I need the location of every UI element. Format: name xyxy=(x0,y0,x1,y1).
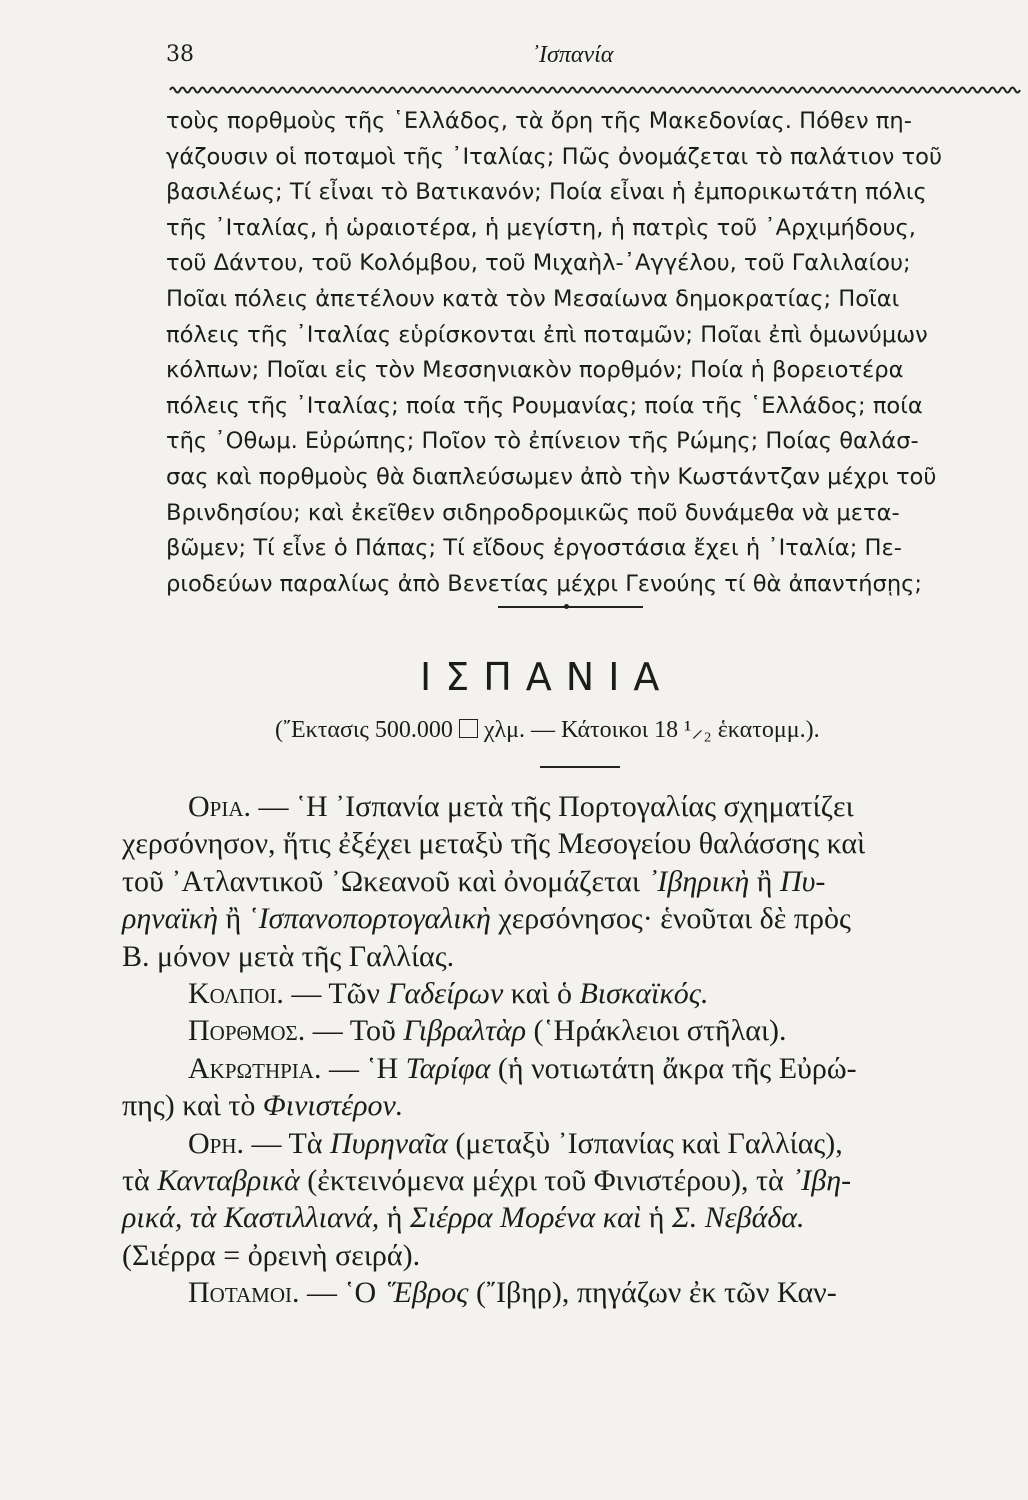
text-run: ἢ xyxy=(749,864,780,898)
oria-text: — ῾Η ᾽Ισπανία μετὰ τῆς Πορτογαλίας σχηματίζει xyxy=(251,790,854,823)
italic-term: Γαδείρων xyxy=(387,976,504,1010)
italic-term: Βισκαϊκός. xyxy=(579,976,709,1010)
text-run: (μεταξὺ ᾽Ισπανίας καὶ Γαλλίας), xyxy=(447,1126,843,1160)
text-line: βασιλέως; Τί εἶναι τὸ Βατικανόν; Ποία εἶναι ἡ ἐμπορικωτάτη πόλις xyxy=(166,179,927,206)
text-line: τοὺς πορθμοὺς τῆς ῾Ελλάδος, τὰ ὄρη τῆς Μακεδονίας. Πόθεν πη- xyxy=(166,108,912,134)
italic-term: ᾽Ιβηρικὴ xyxy=(647,864,750,898)
text-run: (῎Ιβηρ), πηγάζων ἐκ τῶν Καν- xyxy=(468,1276,837,1310)
kolpoi-label: Κολποι. xyxy=(188,976,284,1010)
page-number: 38 xyxy=(166,42,194,67)
text-line: ριοδεύων παραλίως ἀπὸ Βενετίας μέχρι Γενούης τί θὰ ἀπαντήσῃς; xyxy=(166,570,923,597)
page-header xyxy=(166,38,1025,78)
italic-term: Πυρηναῖα xyxy=(330,1126,448,1160)
text-line: Β. μόνον μετὰ τῆς Γαλλίας. xyxy=(122,939,455,973)
text-run: καὶ ὁ xyxy=(503,976,580,1010)
section-subtitle xyxy=(275,712,820,745)
text-line: σας καὶ πορθμοὺς θὰ διαπλεύσωμεν ἀπὸ τὴν Κωστάντζαν μέχρι τοῦ xyxy=(166,463,937,490)
text-run: πης) καὶ τὸ xyxy=(122,1089,263,1123)
text-line xyxy=(122,1199,1028,1236)
text-line: βῶμεν; Τί εἶνε ὁ Πάπας; Τί εἴδους ἐργοστάσια ἔχει ἡ ᾽Ιταλία; Πε- xyxy=(166,535,902,562)
text-line: τοῦ Δάντου, τοῦ Κολόμβου, τοῦ Μιχαὴλ-᾽Αγγέλου, τοῦ Γαλιλαίου; xyxy=(166,250,911,277)
oria-paragraph xyxy=(188,788,1028,825)
running-title: ᾽Ισπανία xyxy=(531,42,614,68)
text-line: τῆς ᾽Ιταλίας, ἡ ὡραιοτέρα, ἡ μεγίστη, ἡ πατρὶς τοῦ ᾽Αρχιμήδους, xyxy=(166,214,916,241)
text-run: — Τοῦ xyxy=(305,1014,404,1048)
italic-term: Σιέρρα Μορένα καὶ xyxy=(409,1201,642,1235)
separator-ornament xyxy=(498,606,643,612)
text-run: χερσόνησος· ἑνοῦται δὲ πρὸς xyxy=(490,902,851,936)
area-label: (῎Εκτασις 500.000 xyxy=(275,717,453,743)
italic-term: Πυ- xyxy=(779,864,826,898)
section-title: ΙΣΠΑΝΙΑ xyxy=(420,655,674,699)
italic-term: ῾Ισπανοπορτογαλικὴ xyxy=(248,902,491,936)
text-line: πόλεις τῆς ᾽Ιταλίας εὑρίσκονται ἐπὶ ποταμῶν; Ποῖαι ἐπὶ ὁμωνύμων xyxy=(166,321,928,348)
italic-term: Σ. Νεβάδα. xyxy=(671,1201,805,1235)
potamoi-label: Ποταμοι. xyxy=(188,1276,300,1310)
porthmos-label: Πορθμος. xyxy=(188,1014,306,1048)
text-run: — ῾Ο xyxy=(299,1276,384,1310)
square-symbol-icon xyxy=(459,719,478,738)
text-line xyxy=(122,863,1028,900)
section-body xyxy=(122,788,1028,1311)
text-line: τῆς ᾽Οθωμ. Εὐρώπης; Ποῖον τὸ ἐπίνειον τῆς Ρώμης; Ποίας θαλάσ- xyxy=(166,428,919,455)
text-run: — Τῶν xyxy=(283,976,388,1010)
italic-term: Ταρίφα xyxy=(405,1051,491,1085)
text-run: (ἐκτεινόμενα μέχρι τοῦ Φινιστέρου), τὰ xyxy=(299,1163,792,1197)
text-run: ἢ xyxy=(217,902,249,936)
text-run: ἡ xyxy=(641,1201,672,1235)
intro-questions xyxy=(166,104,1028,602)
text-line: χερσόνησον, ἥτις ἐξέχει μεταξὺ τῆς Μεσογείου θαλάσσης καὶ xyxy=(122,827,866,861)
ori-label: Ορη. xyxy=(188,1126,245,1160)
italic-term: ρηναϊκὴ xyxy=(122,902,218,936)
population-label: χλμ. — Κάτοικοι 18 ¹⸝₂ ἑκατομμ.). xyxy=(483,717,820,743)
text-line: Βρινδησίου; καὶ ἐκεῖθεν σιδηροδρομικῶς ποῦ δυνάμεθα νὰ μετα- xyxy=(166,499,900,526)
ori-paragraph xyxy=(188,1125,1028,1162)
text-run: (῾Ηράκλειοι στῆλαι). xyxy=(526,1014,787,1048)
oria-label: Ορια. xyxy=(188,790,252,823)
text-line: (Σιέρρα = ὀρεινὴ σειρά). xyxy=(122,1238,421,1272)
text-run: — Τὰ xyxy=(244,1126,331,1160)
text-line: κόλπων; Ποῖαι εἰς τὸν Μεσσηνιακὸν πορθμόν; Ποία ἡ βορειοτέρα xyxy=(166,357,904,384)
text-line: Ποῖαι πόλεις ἀπετέλουν κατὰ τὸν Μεσαίωνα δημοκρατίας; Ποῖαι xyxy=(166,285,900,312)
text-line xyxy=(122,1087,1028,1124)
italic-term: ῞Εβρος xyxy=(383,1276,469,1310)
potamoi-paragraph xyxy=(188,1274,1028,1311)
italic-term: ᾽Ιβη- xyxy=(791,1163,852,1197)
text-run: τὰ xyxy=(122,1163,158,1197)
italic-term: ρικά, τὰ Καστιλλιανά, xyxy=(122,1201,380,1235)
text-run: τοῦ ᾽Ατλαντικοῦ ᾽Ωκεανοῦ καὶ ὀνομάζεται xyxy=(122,864,648,898)
text-run: ἡ xyxy=(379,1201,410,1235)
text-run: (ἡ νοτιωτάτη ἄκρα τῆς Εὐρώ- xyxy=(490,1051,857,1085)
italic-term: Γιβραλτὰρ xyxy=(403,1014,527,1048)
akrotiria-paragraph xyxy=(188,1050,1028,1087)
porthmos-paragraph xyxy=(188,1012,1028,1049)
short-rule xyxy=(540,766,620,768)
italic-term: Κανταβρικὰ xyxy=(157,1163,300,1197)
text-line xyxy=(122,1162,1028,1199)
akrotiria-label: Ακρωτηρια. xyxy=(188,1051,322,1085)
text-line xyxy=(122,900,1028,937)
text-run: — ῾Η xyxy=(321,1051,406,1085)
wavy-rule xyxy=(170,80,1020,100)
text-line: γάζουσιν οἱ ποταμοὶ τῆς ᾽Ιταλίας; Πῶς ὀνομάζεται τὸ παλάτιον τοῦ xyxy=(166,143,943,170)
kolpoi-paragraph xyxy=(188,975,1028,1012)
text-line: πόλεις τῆς ᾽Ιταλίας; ποία τῆς Ρουμανίας; ποία τῆς ῾Ελλάδος; ποία xyxy=(166,392,923,419)
italic-term: Φινιστέρον. xyxy=(262,1089,404,1123)
